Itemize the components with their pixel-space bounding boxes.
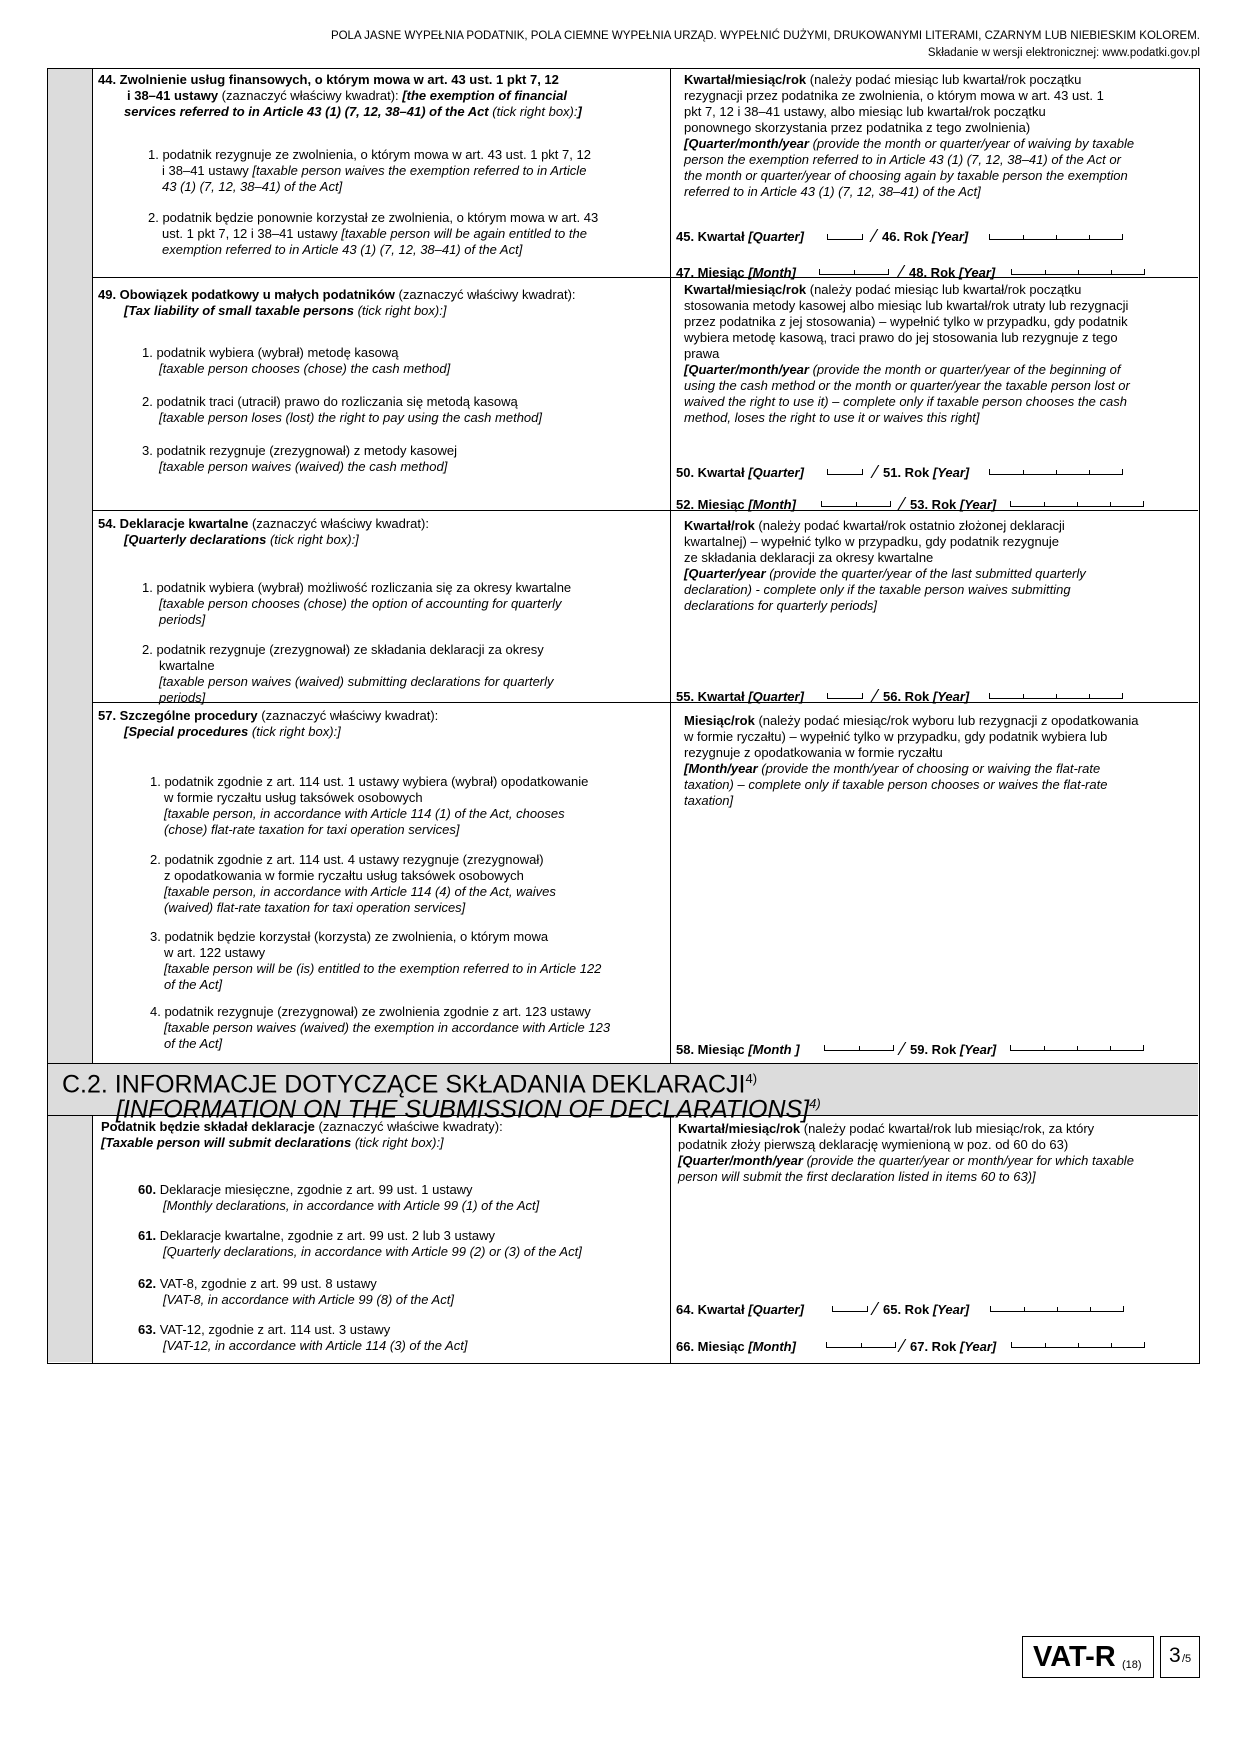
- field-64-input[interactable]: [832, 1306, 868, 1312]
- field-47-input[interactable]: [819, 269, 889, 275]
- s49-right-desc-7: using the cash method or the month or quarter/year the taxable person lost or: [684, 378, 1130, 393]
- s57-right-desc: Miesiąc/rok (należy podać miesiąc/rok wyboru lub rezygnacji z opodatkowania: [684, 713, 1139, 728]
- c2-option-60[interactable]: 60. Deklaracje miesięczne, zgodnie z art. 99 ust. 1 ustawy: [138, 1182, 473, 1197]
- s44-title-line2: i 38–41 ustawy (zaznaczyć właściwy kwadrat): [the exemption of financial: [127, 88, 567, 103]
- c2-option-61[interactable]: 61. Deklaracje kwartalne, zgodnie z art. 99 ust. 2 lub 3 ustawy: [138, 1228, 495, 1243]
- field-67-label: 67. Rok [Year]: [910, 1339, 997, 1354]
- s54-right-desc-3: ze składania deklaracji za okresy kwartalne: [684, 550, 934, 565]
- s57-option-3-line2: w art. 122 ustawy: [164, 945, 266, 960]
- s57-right-desc-5: taxation) – complete only if taxable person chooses or waives the flat-rate: [684, 777, 1108, 792]
- s57-option-1-line2: w formie ryczałtu usług taksówek osobowych: [164, 790, 423, 805]
- s44-title: 44. Zwolnienie usług finansowych, o którym mowa w art. 43 ust. 1 pkt 7, 12: [98, 72, 559, 87]
- page-number-box: [1160, 1636, 1200, 1678]
- s44-option-2-line2: ust. 1 pkt 7, 12 i 38–41 ustawy [taxable person will be again entitled to the: [162, 226, 587, 241]
- field-51-input[interactable]: [989, 469, 1123, 475]
- form-version: (18): [1122, 1659, 1142, 1671]
- field-66-input[interactable]: [826, 1342, 896, 1348]
- s57-option-2-en-2: (waived) flat-rate taxation for taxi operation services]: [164, 900, 466, 915]
- s44-right-desc-5: [Quarter/month/year (provide the month or quarter/year of waiving by taxable: [684, 136, 1135, 151]
- field-65-input[interactable]: [990, 1306, 1124, 1312]
- field-52-label: 52. Miesiąc [Month]: [676, 497, 796, 512]
- field-56-label: 56. Rok [Year]: [883, 689, 970, 704]
- s44-option-1-line2: i 38–41 ustawy [taxable person waives the exemption referred to in Article: [162, 163, 587, 178]
- s44-option-2[interactable]: 2. podatnik będzie ponownie korzystał ze zwolnienia, o którym mowa w art. 43: [148, 210, 599, 225]
- c2-left-title-en: [Taxable person will submit declarations (tick right box):]: [101, 1135, 444, 1150]
- s57-option-1-en: [taxable person, in accordance with Article 114 (1) of the Act, chooses: [164, 806, 565, 821]
- s44-option-2-line3: exemption referred to in Article 43 (1) (7, 12, 38–41) of the Act]: [162, 242, 523, 257]
- form-footer: [1022, 1636, 1200, 1678]
- header-electronic-link: Składanie w wersji elektronicznej: www.podatki.gov.pl: [927, 47, 1200, 59]
- s54-option-2[interactable]: 2. podatnik rezygnuje (zrezygnował) ze składania deklaracji za okresy: [142, 642, 544, 657]
- c2-option-62-en: [VAT-8, in accordance with Article 99 (8) of the Act]: [163, 1292, 454, 1307]
- field-59-input[interactable]: [1010, 1045, 1144, 1051]
- field-67-input[interactable]: [1011, 1342, 1145, 1348]
- section-c2-title: C.2. INFORMACJE DOTYCZĄCE SKŁADANIA DEKLARACJI$^{4)}$: [62, 1070, 758, 1099]
- field-59-label: 59. Rok [Year]: [910, 1042, 997, 1057]
- s44-right-desc-8: referred to in Article 43 (1) (7, 12, 38–41) of the Act]: [684, 184, 981, 199]
- c2-left-title: Podatnik będzie składał deklaracje (zaznaczyć właściwe kwadraty):: [101, 1119, 503, 1134]
- s57-option-4-en: [taxable person waives (waived) the exemption in accordance with Article 123: [164, 1020, 611, 1035]
- c2-option-62[interactable]: 62. VAT-8, zgodnie z art. 99 ust. 8 ustawy: [138, 1276, 377, 1291]
- s57-title-line2: [Special procedures (tick right box):]: [124, 724, 341, 739]
- s57-right-desc-4: [Month/year (provide the month/year of choosing or waiving the flat-rate: [684, 761, 1101, 776]
- s54-option-2-line2: kwartalne: [159, 658, 215, 673]
- s54-option-2-en: [taxable person waives (waived) submitting declarations for quarterly: [159, 674, 554, 689]
- s57-right-desc-2: w formie ryczałtu) – wypełnić tylko w przypadku, gdy podatnik wybiera lub: [684, 729, 1108, 744]
- s49-option-1-en: [taxable person chooses (chose) the cash method]: [159, 361, 451, 376]
- page-total: /5: [1182, 1653, 1192, 1665]
- field-56-input[interactable]: [989, 693, 1123, 699]
- s49-option-2-en: [taxable person loses (lost) the right to pay using the cash method]: [159, 410, 542, 425]
- c2-option-60-en: [Monthly declarations, in accordance with Article 99 (1) of the Act]: [163, 1198, 540, 1213]
- s44-right-desc-4: ponownego skorzystania przez podatnika z tego zwolnienia): [684, 120, 1031, 135]
- s44-option-1-line3: 43 (1) (7, 12, 38–41) of the Act]: [162, 179, 343, 194]
- s49-option-3[interactable]: 3. podatnik rezygnuje (zrezygnował) z metody kasowej: [142, 443, 458, 458]
- field-64-label: 64. Kwartał [Quarter]: [676, 1302, 804, 1317]
- c2-right-desc: Kwartał/miesiąc/rok (należy podać kwartał/rok lub miesiąc/rok, za który: [678, 1121, 1095, 1136]
- field-50-input[interactable]: [827, 469, 863, 475]
- s54-right-desc: Kwartał/rok (należy podać kwartał/rok ostatnio złożonej deklaracji: [684, 518, 1065, 533]
- s54-right-desc-5: declaration) - complete only if the taxable person waives submitting: [684, 582, 1071, 597]
- s44-option-1[interactable]: 1. podatnik rezygnuje ze zwolnienia, o którym mowa w art. 43 ust. 1 pkt 7, 12: [148, 147, 591, 162]
- field-65-label: 65. Rok [Year]: [883, 1302, 970, 1317]
- field-66-label: 66. Miesiąc [Month]: [676, 1339, 796, 1354]
- s57-option-3-en-2: of the Act]: [164, 977, 223, 992]
- s57-option-4-en-2: of the Act]: [164, 1036, 223, 1051]
- field-58-label: 58. Miesiąc [Month ]: [676, 1042, 800, 1057]
- field-46-label: 46. Rok [Year]: [882, 229, 969, 244]
- c2-option-63[interactable]: 63. VAT-12, zgodnie z art. 114 ust. 3 ustawy: [138, 1322, 391, 1337]
- office-column: [48, 69, 92, 1362]
- s49-right-desc-8: waived the right to use it) – complete only if taxable person chooses the cash: [684, 394, 1127, 409]
- s57-right-desc-3: rezygnuje z opodatkowania w formie ryczałtu: [684, 745, 943, 760]
- s49-title: 49. Obowiązek podatkowy u małych podatników (zaznaczyć właściwy kwadrat):: [98, 287, 576, 302]
- s49-option-1[interactable]: 1. podatnik wybiera (wybrał) metodę kasową: [142, 345, 399, 360]
- s57-option-4[interactable]: 4. podatnik rezygnuje (zrezygnował) ze zwolnienia zgodnie z art. 123 ustawy: [150, 1004, 591, 1019]
- field-55-input[interactable]: [827, 693, 863, 699]
- s54-option-1[interactable]: 1. podatnik wybiera (wybrał) możliwość rozliczania się za okresy kwartalne: [142, 580, 572, 595]
- s54-option-2-en-2: periods]: [159, 690, 206, 705]
- s57-option-1-en-2: (chose) flat-rate taxation for taxi operation services]: [164, 822, 460, 837]
- page-number: 3: [1169, 1644, 1181, 1667]
- form-code: VAT-R: [1033, 1641, 1116, 1673]
- s54-right-desc-6: declarations for quarterly periods]: [684, 598, 877, 613]
- section-c2-title-en: [INFORMATION ON THE SUBMISSION OF DECLARATIONS]$^{4)}$: [116, 1095, 821, 1124]
- field-53-label: 53. Rok [Year]: [910, 497, 997, 512]
- field-50-label: 50. Kwartał [Quarter]: [676, 465, 804, 480]
- s57-option-1[interactable]: 1. podatnik zgodnie z art. 114 ust. 1 ustawy wybiera (wybrał) opodatkowanie: [150, 774, 589, 789]
- c2-right-desc-4: person will submit the first declaration listed in items 60 to 63)]: [678, 1169, 1036, 1184]
- field-55-label: 55. Kwartał [Quarter]: [676, 689, 804, 704]
- s54-option-1-en: [taxable person chooses (chose) the option of accounting for quarterly: [159, 596, 562, 611]
- s57-option-2-line2: z opodatkowania w formie ryczałtu usług taksówek osobowych: [164, 868, 524, 883]
- field-52-input[interactable]: [821, 501, 891, 507]
- s49-right-desc: Kwartał/miesiąc/rok (należy podać miesiąc lub kwartał/rok początku: [684, 282, 1082, 297]
- field-45-label: 45. Kwartał [Quarter]: [676, 229, 804, 244]
- s49-right-desc-6: [Quarter/month/year (provide the month or quarter/year of the beginning of: [684, 362, 1121, 377]
- s49-option-3-en: [taxable person waives (waived) the cash method]: [159, 459, 448, 474]
- field-51-label: 51. Rok [Year]: [883, 465, 970, 480]
- s49-right-desc-2: stosowania metody kasowej albo miesiąc lub kwartał/rok utraty lub rezygnacji: [684, 298, 1129, 313]
- form-page: 44. Zwolnienie usług finansowych, o którym mowa w art. 43 ust. 1 pkt 7, 12 i 38–41 ustawy (zaznaczyć właściwy kwadrat): [the exemption of financial services referred to in Article 43 (1) (7, 12, 38–41) of the Act (tick right box):] 1. podatnik rezygnuje ze zwolnienia, o którym mowa w art. 43 ust. 1 pkt 7, 12 i 38–41 ustawy [taxable person waives the exemption referred to in Article 43 (1) (7, 12, 38–41) of the Act] 2. podatnik będzie ponownie korzystał ze zwolnienia, o którym mowa w art. 43 ust. 1 pkt 7, 12 i 38–41 ustawy [taxable person will be again entitled to the exemption referred to in Article 43 (1) (7, 12, 38–41) of the Act] Kwartał/miesiąc/rok (należy podać miesiąc lub kwartał/rok początku rezygnacji przez podatnika ze zwolnienia, o którym mowa w art. 43 ust. 1 pkt 7, 12 i 38–41 ustawy, albo miesiąc lub kwartał/rok początku ponownego skorzystania przez podatnika z tego zwolnienia) [Quarter/month/year (provide the month or quarter/year of waiving by taxable person the exemption referred to in Article 43 (1) (7, 12, 38–41) of the Act or the month or quarter/year of choosing again by taxable person the exemption referred to in Article 43 (1) (7, 12, 38–41) of the Act] 45. Kwartał [Quarter] ⁄ 46. Rok [Year] 47. Miesiąc [Month] ⁄ 48. Rok [Year] 49. Obowiązek podatkowy u małych podatników (zaznaczyć właściwy kwadrat): [Tax liability of small taxable persons (tick right box):] 1. podatnik wybiera (wybrał) metodę kasową [taxable person chooses (chose) the cash method] 2. podatnik traci (utracił) prawo do rozliczania się metodą kasową [taxable person loses (lost) the right to pay using the cash method] 3. podatnik rezygnuje (zrezygnował) z metody kasowej [taxable person waives (waived) the cash method] Kwartał/miesiąc/rok (należy podać miesiąc lub kwartał/rok początku stosowania metody kasowej albo miesiąc lub kwartał/rok utraty lub rezygnacji przez podatnika z jej stosowania) – wypełnić tylko w przypadku, gdy podatnik wybiera metodę kasową, traci prawo do jej stosowania lub rezygnuje z tego prawa [Quarter/month/year (provide the month or quarter/year of the beginning of using the cash method or the month or quarter/year the taxable person lost or waived the right to use it) – complete only if taxable person chooses the cash method, loses the right to use it or waives this right] 50. Kwartał [Quarter] ⁄ 51. Rok [Year] 52. Miesiąc [Month] ⁄ 53. Rok [Year] 54. Deklaracje kwartalne (zaznaczyć właściwy kwadrat): [Quarterly declarations (tick right box):] 1. podatnik wybiera (wybrał) możliwość rozliczania się za okresy kwartalne [taxable person chooses (chose) the option of accounting for quarterly periods] 2. podatnik rezygnuje (zrezygnował) ze składania deklaracji za okresy kwartalne [taxable person waives (waived) submitting declarations for quarterly periods] Kwartał/rok (należy podać kwartał/rok ostatnio złożonej deklaracji kwartalnej) – wypełnić tylko w przypadku, gdy podatnik rezygnuje ze składania deklaracji za okresy kwartalne [Quarter/year (provide the quarter/year of the last submitted quarterly declaration) - complete only if the taxable person waives submitting declarations for quarterly periods] 55. Kwartał [Quarter] ⁄ 56. Rok [Year] 57. Szczególne procedury (zaznaczyć właściwy kwadrat): [Special procedures (tick right box):] 1. podatnik zgodnie z art. 114 ust. 1 ustawy wybiera (wybrał) opodatkowanie w formie ryczałtu usług taksówek osobowych [taxable person, in accordance with Article 114 (1) of the Act, chooses (chose) flat-rate taxation for taxi operation services] 2. podatnik zgodnie z art. 114 ust. 4 ustawy rezygnuje (zrezygnował) z opodatkowania w formie ryczałtu usług taksówek osobowych [taxable person, in accordance with Article 114 (4) of the Act, waives (waived) flat-rate taxation for taxi operation services] 3. podatnik będzie korzystał (korzysta) ze zwolnienia, o którym mowa w art. 122 ustawy [taxable person will be (is) entitled to the exemption referred to in Article 122 of the Act] 4. podatnik rezygnuje (zrezygnował) ze zwolnienia zgodnie z art. 123 ustawy [taxable person waives (waived) the exemption in accordance with Article 123 of the Act] Miesiąc/rok (należy podać miesiąc/rok wyboru lub rezygnacji z opodatkowania w formie ryczałtu) – wypełnić tylko w przypadku, gdy podatnik wybiera lub rezygnuje z opodatkowania w formie ryczałtu [Month/year (provide the month/year of choosing or waiving the flat-rate taxation) – complete only if taxable person chooses or waives the flat-rate taxation] 58. Miesiąc [Month ] ⁄ 59. Rok [Year] C.2. INFORMACJE DOTYCZĄCE SKŁADANIA DEKLARACJI$^{4)}$ [INFORMATION ON THE SUBMISSION OF DECLARATIONS]$^{4)}$ Podatnik będzie składał deklaracje (zaznaczyć właściwe kwadraty): [Taxable person will submit declarations (tick right box):] 60. Deklaracje miesięczne, zgodnie z art. 99 ust. 1 ustawy [Monthly declarations, in accordance with Article 99 (1) of the Act] 61. Deklaracje kwartalne, zgodnie z art. 99 ust. 2 lub 3 ustawy [Quarterly declarations, in accordance with Article 99 (2) or (3) of the Act] 62. VAT-8, zgodnie z art. 99 ust. 8 ustawy [VAT-8, in accordance with Article 99 (8) of the Act] 63. VAT-12, zgodnie z art. 114 ust. 3 ustawy [VAT-12, in accordance with Article 114 (3) of the Act] Kwartał/miesiąc/rok (należy podać kwartał/rok lub miesiąc/rok, za który podatnik złoży pierwszą deklarację wymienioną w poz. od 60 do 63) [Quarter/month/year (provide the quarter/year or month/year for which taxable person will submit the first declaration listed in items 60 to 63)] 64. Kwartał [Quarter] ⁄ 65. Rok [Year] 66. Miesiąc [Month] ⁄ 67. Rok [Year]: [47, 68, 1200, 1364]
- s44-right-desc-7: the month or quarter/year of choosing again by taxable person the exemption: [684, 168, 1128, 183]
- s49-right-desc-9: method, loses the right to use it or waives this right]: [684, 410, 980, 425]
- c2-right-desc-3: [Quarter/month/year (provide the quarter/year or month/year for which taxable: [678, 1153, 1134, 1168]
- s49-right-desc-5: prawa: [684, 346, 720, 361]
- c2-right-desc-2: podatnik złoży pierwszą deklarację wymienioną w poz. od 60 do 63): [678, 1137, 1069, 1152]
- field-45-input[interactable]: [827, 234, 863, 240]
- c2-option-61-en: [Quarterly declarations, in accordance with Article 99 (2) or (3) of the Act]: [163, 1244, 582, 1259]
- s57-option-2-en: [taxable person, in accordance with Article 114 (4) of the Act, waives: [164, 884, 556, 899]
- s44-right-desc: Kwartał/miesiąc/rok (należy podać miesiąc lub kwartał/rok początku: [684, 72, 1082, 87]
- field-46-input[interactable]: [989, 234, 1123, 240]
- s49-title-line2: [Tax liability of small taxable persons (tick right box):]: [124, 303, 447, 318]
- s57-option-2[interactable]: 2. podatnik zgodnie z art. 114 ust. 4 ustawy rezygnuje (zrezygnował): [150, 852, 544, 867]
- s49-right-desc-3: przez podatnika z jej stosowania) – wypełnić tylko w przypadku, gdy podatnik: [684, 314, 1128, 329]
- s57-option-3[interactable]: 3. podatnik będzie korzystał (korzysta) ze zwolnienia, o którym mowa: [150, 929, 549, 944]
- s54-right-desc-4: [Quarter/year (provide the quarter/year of the last submitted quarterly: [684, 566, 1086, 581]
- s54-option-1-en-2: periods]: [159, 612, 206, 627]
- s57-option-3-en: [taxable person will be (is) entitled to the exemption referred to in Article 122: [164, 961, 602, 976]
- header-instructions: POLA JASNE WYPEŁNIA PODATNIK, POLA CIEMNE WYPEŁNIA URZĄD. WYPEŁNIĆ DUŻYMI, DRUKOWANYMI LITERAMI, CZARNYM LUB NIEBIESKIM KOLOREM.: [330, 30, 1200, 42]
- s54-right-desc-2: kwartalnej) – wypełnić tylko w przypadku, gdy podatnik rezygnuje: [684, 534, 1060, 549]
- field-48-label: 48. Rok [Year]: [909, 265, 996, 280]
- s57-title: 57. Szczególne procedury (zaznaczyć właściwy kwadrat):: [98, 708, 439, 723]
- s54-title: 54. Deklaracje kwartalne (zaznaczyć właściwy kwadrat):: [98, 516, 429, 531]
- s44-right-desc-2: rezygnacji przez podatnika ze zwolnienia, o którym mowa w art. 43 ust. 1: [684, 88, 1104, 103]
- s44-title-line3: services referred to in Article 43 (1) (7, 12, 38–41) of the Act (tick right box):]: [124, 104, 582, 119]
- s44-right-desc-6: person the exemption referred to in Article 43 (1) (7, 12, 38–41) of the Act or: [684, 152, 1121, 167]
- field-58-input[interactable]: [824, 1045, 894, 1051]
- field-48-input[interactable]: [1011, 269, 1145, 275]
- form-code-box: [1022, 1636, 1154, 1678]
- field-53-input[interactable]: [1010, 501, 1144, 507]
- s49-right-desc-4: wybiera metodę kasową, traci prawo do jej stosowania lub rezygnuje z tego: [684, 330, 1118, 345]
- s49-option-2[interactable]: 2. podatnik traci (utracił) prawo do rozliczania się metodą kasową: [142, 394, 518, 409]
- s54-title-line2: [Quarterly declarations (tick right box):]: [124, 532, 359, 547]
- field-47-label: 47. Miesiąc [Month]: [676, 265, 796, 280]
- s44-right-desc-3: pkt 7, 12 i 38–41 ustawy, albo miesiąc lub kwartał/rok początku: [684, 104, 1046, 119]
- c2-option-63-en: [VAT-12, in accordance with Article 114 (3) of the Act]: [163, 1338, 468, 1353]
- s57-right-desc-6: taxation]: [684, 793, 734, 808]
